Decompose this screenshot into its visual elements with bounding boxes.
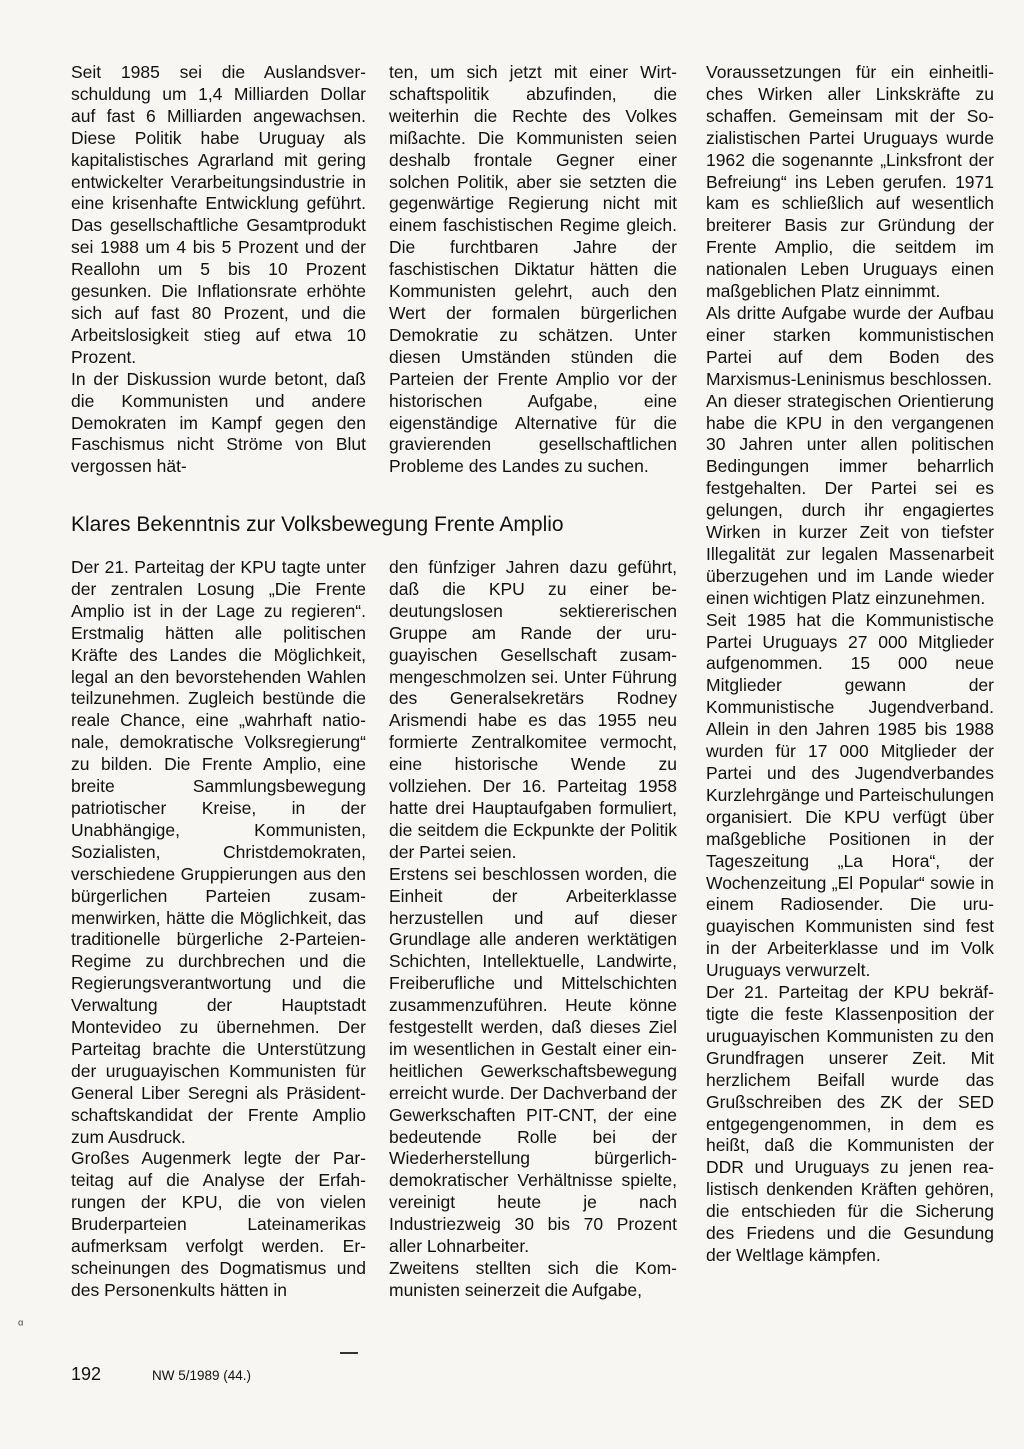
paragraph: Seit 1985 sei die Auslandsverschuldung um 1,4 Milliarden Dollar auf fast 6 Milliarden angewachsen. Diese Politik habe Uruguay als kapitalistisches Agrarland mit gering entwickelter Verarbeitungsindustrie in eine krisenhafte Entwicklung geführt. Das gesellschaftliche Gesamtprodukt sei 1988 um 4 bis 5 Prozent und der Reallohn um 5 bis 10 Prozent gesunken. Die Inflationsrate erhöhte sich auf fast 80 Prozent, und die Arbeitslosigkeit stieg auf etwa 10 Prozent. [71,62,366,367]
article-column-3 [706,62,994,1267]
paragraph: den fünfziger Jahren dazu geführt, daß die KPU zu einer bedeutungslosen sektiererischen Gruppe am Rande der uruguayischen Gesellschaft zusammengeschmolzen sei. Unter Führung des Generalsekretärs Rodney Arismendi habe es das 1955 neu formierte Zentralkomitee vermocht, eine historische Wende zu vollziehen. Der 16. Parteitag 1958 hatte drei Hauptaufgaben formuliert, die seitdem die Eckpunkte der Politik der Partei seien. [389,557,677,862]
paragraph: Großes Augenmerk legte der Parteitag auf die Analyse der Erfahrungen der KPU, die von vielen Bruderparteien Lateinamerikas aufmerksam verfolgt werden. Erscheinungen des Dogmatismus und des Personenkults hätten in [71,1148,366,1300]
paragraph: Voraussetzungen für ein einheitliches Wirken aller Linkskräfte zu schaffen. Gemeinsam mit der Sozialistischen Partei Uruguays wurde 1962 die sogenannte „Linksfront der Befreiung“ ins Leben gerufen. 1971 kam es schließlich auf wesentlich breiterer Basis zur Gründung der Frente Amplio, die seitdem im nationalen Leben Uruguays einen maßgeblichen Platz einnimmt. [706,62,994,302]
article-column-1 [71,62,366,478]
scan-mark: ᵅ [18,1316,24,1332]
scan-mark [340,1352,358,1354]
paragraph: In der Diskussion wurde betont, daß die Kommunisten und andere Demokraten im Kampf gegen den Faschismus nicht Ströme von Blut vergossen hät- [71,368,366,477]
paragraph: An dieser strategischen Orientierung habe die KPU in den vergangenen 30 Jahren unter allen politischen Bedingungen immer beharrlich festgehalten. Der Partei sei es gelungen, durch ihr engagiertes Wirken in kurzer Zeit von tiefster Illegalität zur legalen Massenarbeit überzugehen und im Lande wieder einen wichtigen Platz einzunehmen. [706,390,994,608]
paragraph: Erstens sei beschlossen worden, die Einheit der Arbeiterklasse herzustellen und auf dieser Grundlage alle anderen werktätigen Schichten, Intellektuelle, Landwirte, Freiberufliche und Mittelschichten zusammenzuführen. Heute könne festgestellt werden, daß dieses Ziel im wesentlichen in Gestalt einer einheitlichen Gewerkschaftsbewegung erreicht wurde. Der Dachverband der Gewerkschaften PIT-CNT, der eine bedeutende Rolle bei der Wiederherstellung bürgerlich-demokratischer Verhältnisse spielte, vereinigt heute je nach Industriezweig 30 bis 70 Prozent aller Lohnarbeiter. [389,863,677,1257]
paragraph: Der 21. Parteitag der KPU bekräftigte die feste Klassenposition der uruguayischen Kommunisten zu den Grundfragen unserer Zeit. Mit herzlichem Beifall wurde das Grußschreiben des ZK der SED entgegengenommen, in dem es heißt, daß die Kommunisten der DDR und Uruguays zu jenen realistisch denkenden Kräften gehören, die entschieden für die Sicherung des Friedens und die Gesundung der Weltlage kämpfen. [706,982,994,1265]
paragraph: Seit 1985 hat die Kommunistische Partei Uruguays 27 000 Mitglieder aufgenommen. 15 000 neue Mitglieder gewann der Kommunistische Jugendverband. Allein in den Jahren 1985 bis 1988 wurden für 17 000 Mitglieder der Partei und des Jugendverbandes Kurzlehrgänge und Parteischulungen organisiert. Die KPU verfügt über maßgebliche Positionen in der Tageszeitung „La Hora“, der Wochenzeitung „El Popular“ sowie in einem Radiosender. Die uruguayischen Kommunisten sind fest in der Arbeiterklasse und im Volk Uruguays verwurzelt. [706,609,994,981]
article-column-5 [389,557,677,1302]
paragraph: ten, um sich jetzt mit einer Wirtschaftspolitik abzufinden, die weiterhin die Rechte des Volkes mißachte. Die Kommunisten seien deshalb frontale Gegner einer solchen Politik, aber sie setzten die gegenwärtige Regierung nicht mit einem faschistischen Regime gleich. Die furchtbaren Jahre der faschistischen Diktatur hätten die Kommunisten gelehrt, auch den Wert der formalen bürgerlichen Demokratie zu schätzen. Unter diesen Umständen stünden die Parteien der Frente Amplio vor der historischen Aufgabe, eine eigenständige Alternative für die gravierenden gesellschaftlichen Probleme des Landes zu suchen. [389,62,677,477]
article-column-4 [71,557,366,1302]
paragraph: Der 21. Parteitag der KPU tagte unter der zentralen Losung „Die Frente Amplio ist in der Lage zu regieren“. Erstmalig hätten alle politischen Kräfte des Landes die Möglichkeit, legal an den bevorstehenden Wahlen teilzunehmen. Zugleich bestünde die reale Chance, eine „wahrhaft nationale, demokratische Volksregierung“ zu bilden. Die Frente Amplio, eine breite Sammlungsbewegung patriotischer Kreise, in der Unabhängige, Kommunisten, Sozialisten, Christdemokraten, verschiedene Gruppierungen aus den bürgerlichen Parteien zusammenwirken, hätte die Möglichkeit, das traditionelle bürgerliche 2-Parteien-Regime zu durchbrechen und die Regierungsverantwortung und die Verwaltung der Hauptstadt Montevideo zu übernehmen. Der Parteitag brachte die Unterstützung der uruguayischen Kommunisten für General Liber Seregni als Präsidentschaftskandidat der Frente Amplio zum Ausdruck. [71,557,366,1147]
article-column-2 [389,62,677,478]
paragraph: Als dritte Aufgabe wurde der Aufbau einer starken kommunistischen Partei auf dem Boden des Marxismus-Leninismus beschlossen. [706,302,994,389]
section-heading: Klares Bekenntnis zur Volksbewegung Frente Amplio [71,513,564,536]
paragraph: Zweitens stellten sich die Kommunisten seinerzeit die Aufgabe, [389,1258,677,1300]
issue-label: NW 5/1989 (44.) [152,1368,252,1383]
page-number: 192 [71,1364,102,1384]
